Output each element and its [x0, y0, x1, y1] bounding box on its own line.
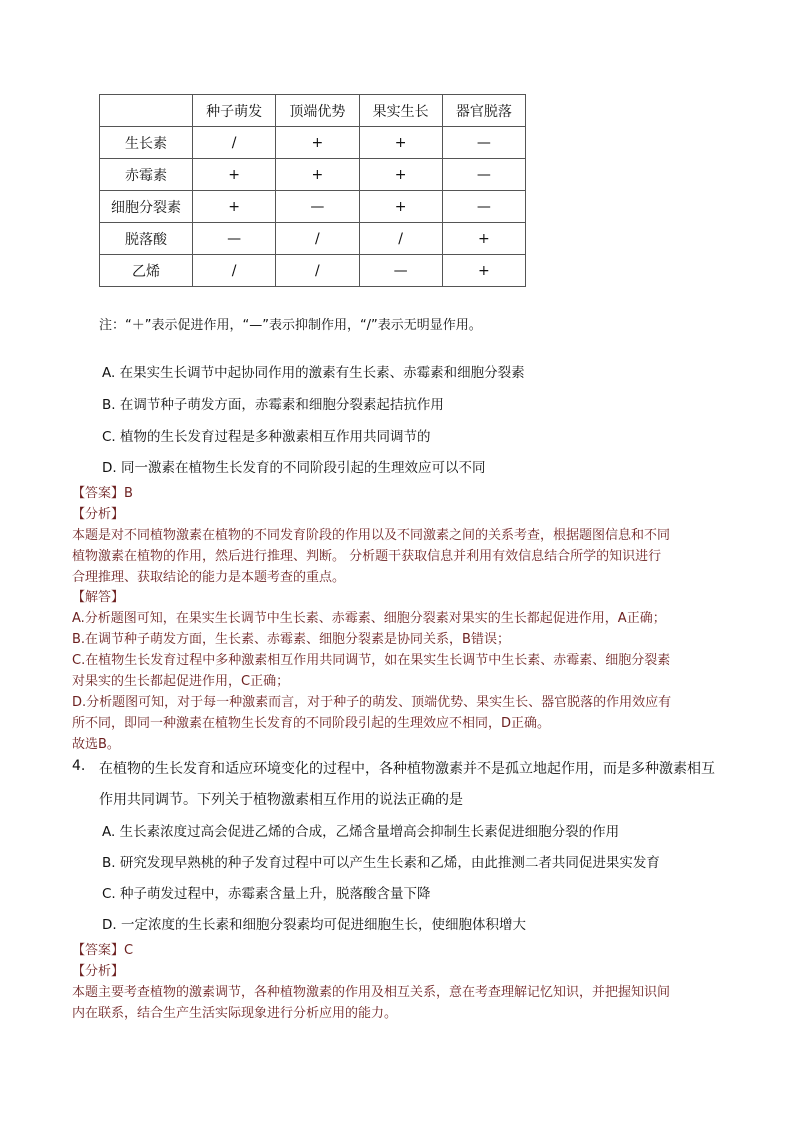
- row-label: 赤霉素: [100, 159, 193, 191]
- q3-analysis-heading: 【分析】: [72, 507, 125, 522]
- q4-answer: 【答案】C: [72, 943, 134, 958]
- q4-option-b: B. 研究发现早熟桃的种子发育过程中可以产生生长素和乙烯，由此推测二者共同促进果实发育: [102, 855, 660, 871]
- q3-option-b: B. 在调节种子萌发方面，赤霉素和细胞分裂素起拮抗作用: [102, 397, 444, 413]
- q3-solution-line: D.分析题图可知，对于每一种激素而言，对于种子的萌发、顶端优势、果实生长、器官脱落的作用效应有: [72, 695, 672, 710]
- table-cell: —: [276, 191, 359, 223]
- q3-option-a: A. 在果实生长调节中起协同作用的激素有生长素、赤霉素和细胞分裂素: [102, 365, 525, 381]
- q4-stem: 在植物的生长发育和适应环境变化的过程中，各种植物激素并不是孤立地起作用，而是多种激素相互: [99, 761, 715, 777]
- q3-solution-line: A.分析题图可知，在果实生长调节中生长素、赤霉素、细胞分裂素对果实的生长都起促进作用，A正确；: [72, 611, 666, 626]
- table-cell: —: [442, 127, 525, 159]
- table-note: 注：“＋”表示促进作用，“—”表示抑制作用，“/”表示无明显作用。: [99, 318, 482, 333]
- table-header-cell: 种子萌发: [193, 95, 276, 127]
- table-cell: +: [359, 191, 442, 223]
- row-label: 脱落酸: [100, 223, 193, 255]
- table-cell: +: [193, 159, 276, 191]
- q3-analysis-line: 本题是对不同植物激素在植物的不同发育阶段的作用以及不同激素之间的关系考查，根据题图信息和不同: [72, 528, 671, 543]
- table-cell: /: [193, 127, 276, 159]
- table-cell: —: [359, 255, 442, 287]
- q3-analysis-line: 植物激素在植物的作用，然后进行推理、判断。 分析题干获取信息并利用有效信息结合所学的知识进行: [72, 549, 662, 564]
- row-label: 生长素: [100, 127, 193, 159]
- table-cell: +: [442, 223, 525, 255]
- q3-answer: 【答案】B: [72, 486, 133, 501]
- table-cell: +: [276, 127, 359, 159]
- table-header-cell: 器官脱落: [442, 95, 525, 127]
- table-cell: /: [193, 255, 276, 287]
- q4-stem: 作用共同调节。下列关于植物激素相互作用的说法正确的是: [99, 792, 463, 808]
- table-cell: +: [359, 159, 442, 191]
- row-label: 细胞分裂素: [100, 191, 193, 223]
- q4-option-a: A. 生长素浓度过高会促进乙烯的合成，乙烯含量增高会抑制生长素促进细胞分裂的作用: [102, 824, 620, 840]
- table-row: [100, 223, 526, 255]
- table-row: [100, 159, 526, 191]
- q4-analysis-line: 本题主要考查植物的激素调节，各种植物激素的作用及相互关系，意在考查理解记忆知识，并把握知识间: [72, 985, 671, 1000]
- table-cell: /: [276, 223, 359, 255]
- q3-solution-heading: 【解答】: [72, 590, 125, 605]
- q3-analysis-line: 合理推理、获取结论的能力是本题考查的重点。: [72, 570, 346, 585]
- q3-solution-line: B.在调节种子萌发方面，生长素、赤霉素、细胞分裂素是协同关系，B错误；: [72, 632, 510, 647]
- table-cell: +: [442, 255, 525, 287]
- table-header-cell: 果实生长: [359, 95, 442, 127]
- table-header-row: [100, 95, 526, 127]
- q3-solution-line: 对果实的生长都起促进作用，C正确；: [72, 674, 290, 689]
- table-cell: /: [276, 255, 359, 287]
- q4-number: 4.: [72, 758, 86, 774]
- table-cell: —: [193, 223, 276, 255]
- table-cell: —: [442, 159, 525, 191]
- q4-option-d: D. 一定浓度的生长素和细胞分裂素均可促进细胞生长，使细胞体积增大: [102, 917, 526, 933]
- table-cell: +: [276, 159, 359, 191]
- q3-option-c: C. 植物的生长发育过程是多种激素相互作用共同调节的: [102, 429, 431, 445]
- table-header-cell: [100, 95, 193, 127]
- q3-solution-line: 故选B。: [72, 737, 120, 752]
- q3-option-d: D. 同一激素在植物生长发育的不同阶段引起的生理效应可以不同: [102, 460, 486, 476]
- table-row: [100, 255, 526, 287]
- q3-solution-line: 所不同，即同一种激素在植物生长发育的不同阶段引起的生理效应不相同，D正确。: [72, 716, 551, 731]
- table-row: [100, 127, 526, 159]
- q4-analysis-line: 内在联系，结合生产生活实际现象进行分析应用的能力。: [72, 1006, 398, 1021]
- table-cell: /: [359, 223, 442, 255]
- hormone-effect-table: [99, 94, 526, 287]
- q4-option-c: C. 种子萌发过程中，赤霉素含量上升，脱落酸含量下降: [102, 886, 431, 902]
- q3-solution-line: C.在植物生长发育过程中多种激素相互作用共同调节，如在果实生长调节中生长素、赤霉素、细胞分裂素: [72, 653, 671, 668]
- table-header-cell: 顶端优势: [276, 95, 359, 127]
- table-row: [100, 191, 526, 223]
- table-cell: —: [442, 191, 525, 223]
- q4-analysis-heading: 【分析】: [72, 964, 125, 979]
- table-cell: +: [193, 191, 276, 223]
- table-cell: +: [359, 127, 442, 159]
- row-label: 乙烯: [100, 255, 193, 287]
